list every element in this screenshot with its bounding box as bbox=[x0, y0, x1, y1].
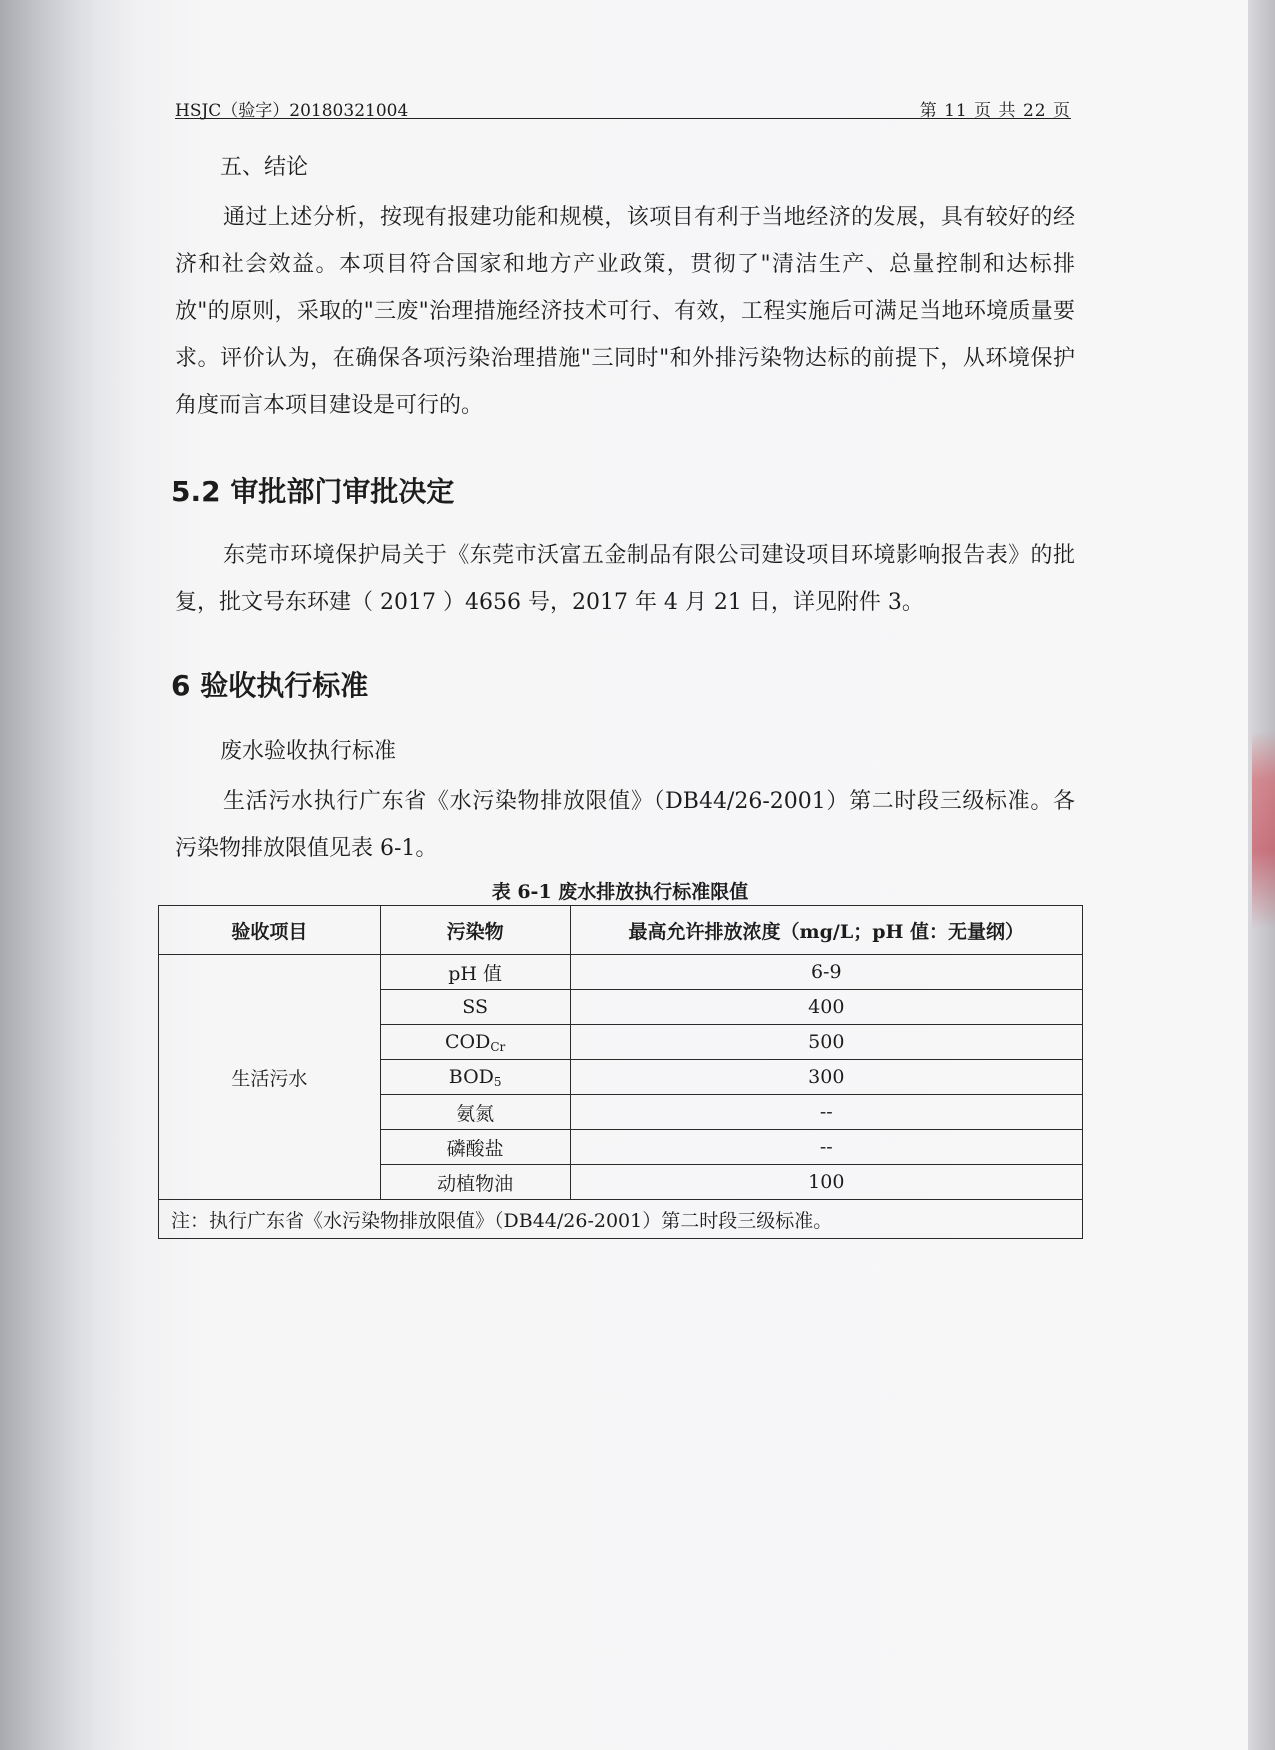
pollutant-cell bbox=[380, 1025, 570, 1060]
limit-cell: -- bbox=[570, 1095, 1082, 1130]
document-id: HSJC（验字）20180321004 bbox=[175, 101, 409, 121]
pollutant-cell: 动植物油 bbox=[380, 1165, 570, 1200]
conclusion-title: 五、结论 bbox=[220, 155, 309, 180]
limit-cell: -- bbox=[570, 1130, 1082, 1165]
page-header bbox=[175, 96, 1071, 119]
table-note-row bbox=[159, 1200, 1083, 1239]
pollutant-cell: 氨氮 bbox=[380, 1095, 570, 1130]
pollutant-cell: 磷酸盐 bbox=[380, 1130, 570, 1165]
limit-cell: 100 bbox=[570, 1165, 1082, 1200]
limit-cell: 500 bbox=[570, 1025, 1082, 1060]
pollutant-name: BOD bbox=[448, 1065, 494, 1088]
pollutant-subscript: Cr bbox=[490, 1039, 506, 1054]
header-max-concentration: 最高允许排放浓度（mg/L；pH 值：无量纲） bbox=[570, 906, 1082, 955]
wastewater-standard-table bbox=[158, 905, 1083, 1239]
section-5-2-heading: 5.2 审批部门审批决定 bbox=[171, 475, 455, 508]
page-number: 第 11 页 共 22 页 bbox=[919, 101, 1071, 121]
table-caption: 表 6-1 废水排放执行标准限值 bbox=[491, 881, 749, 903]
pollutant-subscript: 5 bbox=[493, 1074, 502, 1089]
conclusion-paragraph: 通过上述分析，按现有报建功能和规模，该项目有利于当地经济的发展，具有较好的经济和社会效益。本项目符合国家和地方产业政策，贯彻了"清洁生产、总量控制和达标排放"的原则，采取的"三废"治理措施经济技术可行、有效，工程实施后可满足当地环境质量要求。评价认为，在确保各项污染治理措施"三同时"和外排污染物达标的前提下，从环境保护角度而言本项目建设是可行的。 bbox=[175, 205, 1075, 418]
red-seal-stamp-fragment bbox=[1252, 730, 1275, 930]
wastewater-subheading: 废水验收执行标准 bbox=[220, 739, 397, 764]
section-6-heading: 6 验收执行标准 bbox=[171, 669, 369, 702]
table-row bbox=[159, 955, 1083, 990]
category-domestic-sewage: 生活污水 bbox=[159, 955, 381, 1200]
pollutant-cell bbox=[380, 1060, 570, 1095]
pollutant-cell: pH 值 bbox=[380, 955, 570, 990]
pollutant-cell: SS bbox=[380, 990, 570, 1025]
limit-cell: 400 bbox=[570, 990, 1082, 1025]
standard-paragraph: 生活污水执行广东省《水污染物排放限值》（DB44/26-2001）第二时段三级标准。各污染物排放限值见表 6-1。 bbox=[175, 789, 1075, 861]
header-pollutant: 污染物 bbox=[380, 906, 570, 955]
limit-cell: 6-9 bbox=[570, 955, 1082, 990]
limit-cell: 300 bbox=[570, 1060, 1082, 1095]
table-header-row bbox=[159, 906, 1083, 955]
approval-paragraph: 东莞市环境保护局关于《东莞市沃富五金制品有限公司建设项目环境影响报告表》的批复，批文号东环建（ 2017 ）4656 号，2017 年 4 月 21 日，详见附件 3。 bbox=[175, 543, 1075, 615]
header-acceptance-item: 验收项目 bbox=[159, 906, 381, 955]
pollutant-name: COD bbox=[444, 1030, 491, 1053]
table-note: 注：执行广东省《水污染物排放限值》（DB44/26-2001）第二时段三级标准。 bbox=[159, 1200, 1083, 1239]
